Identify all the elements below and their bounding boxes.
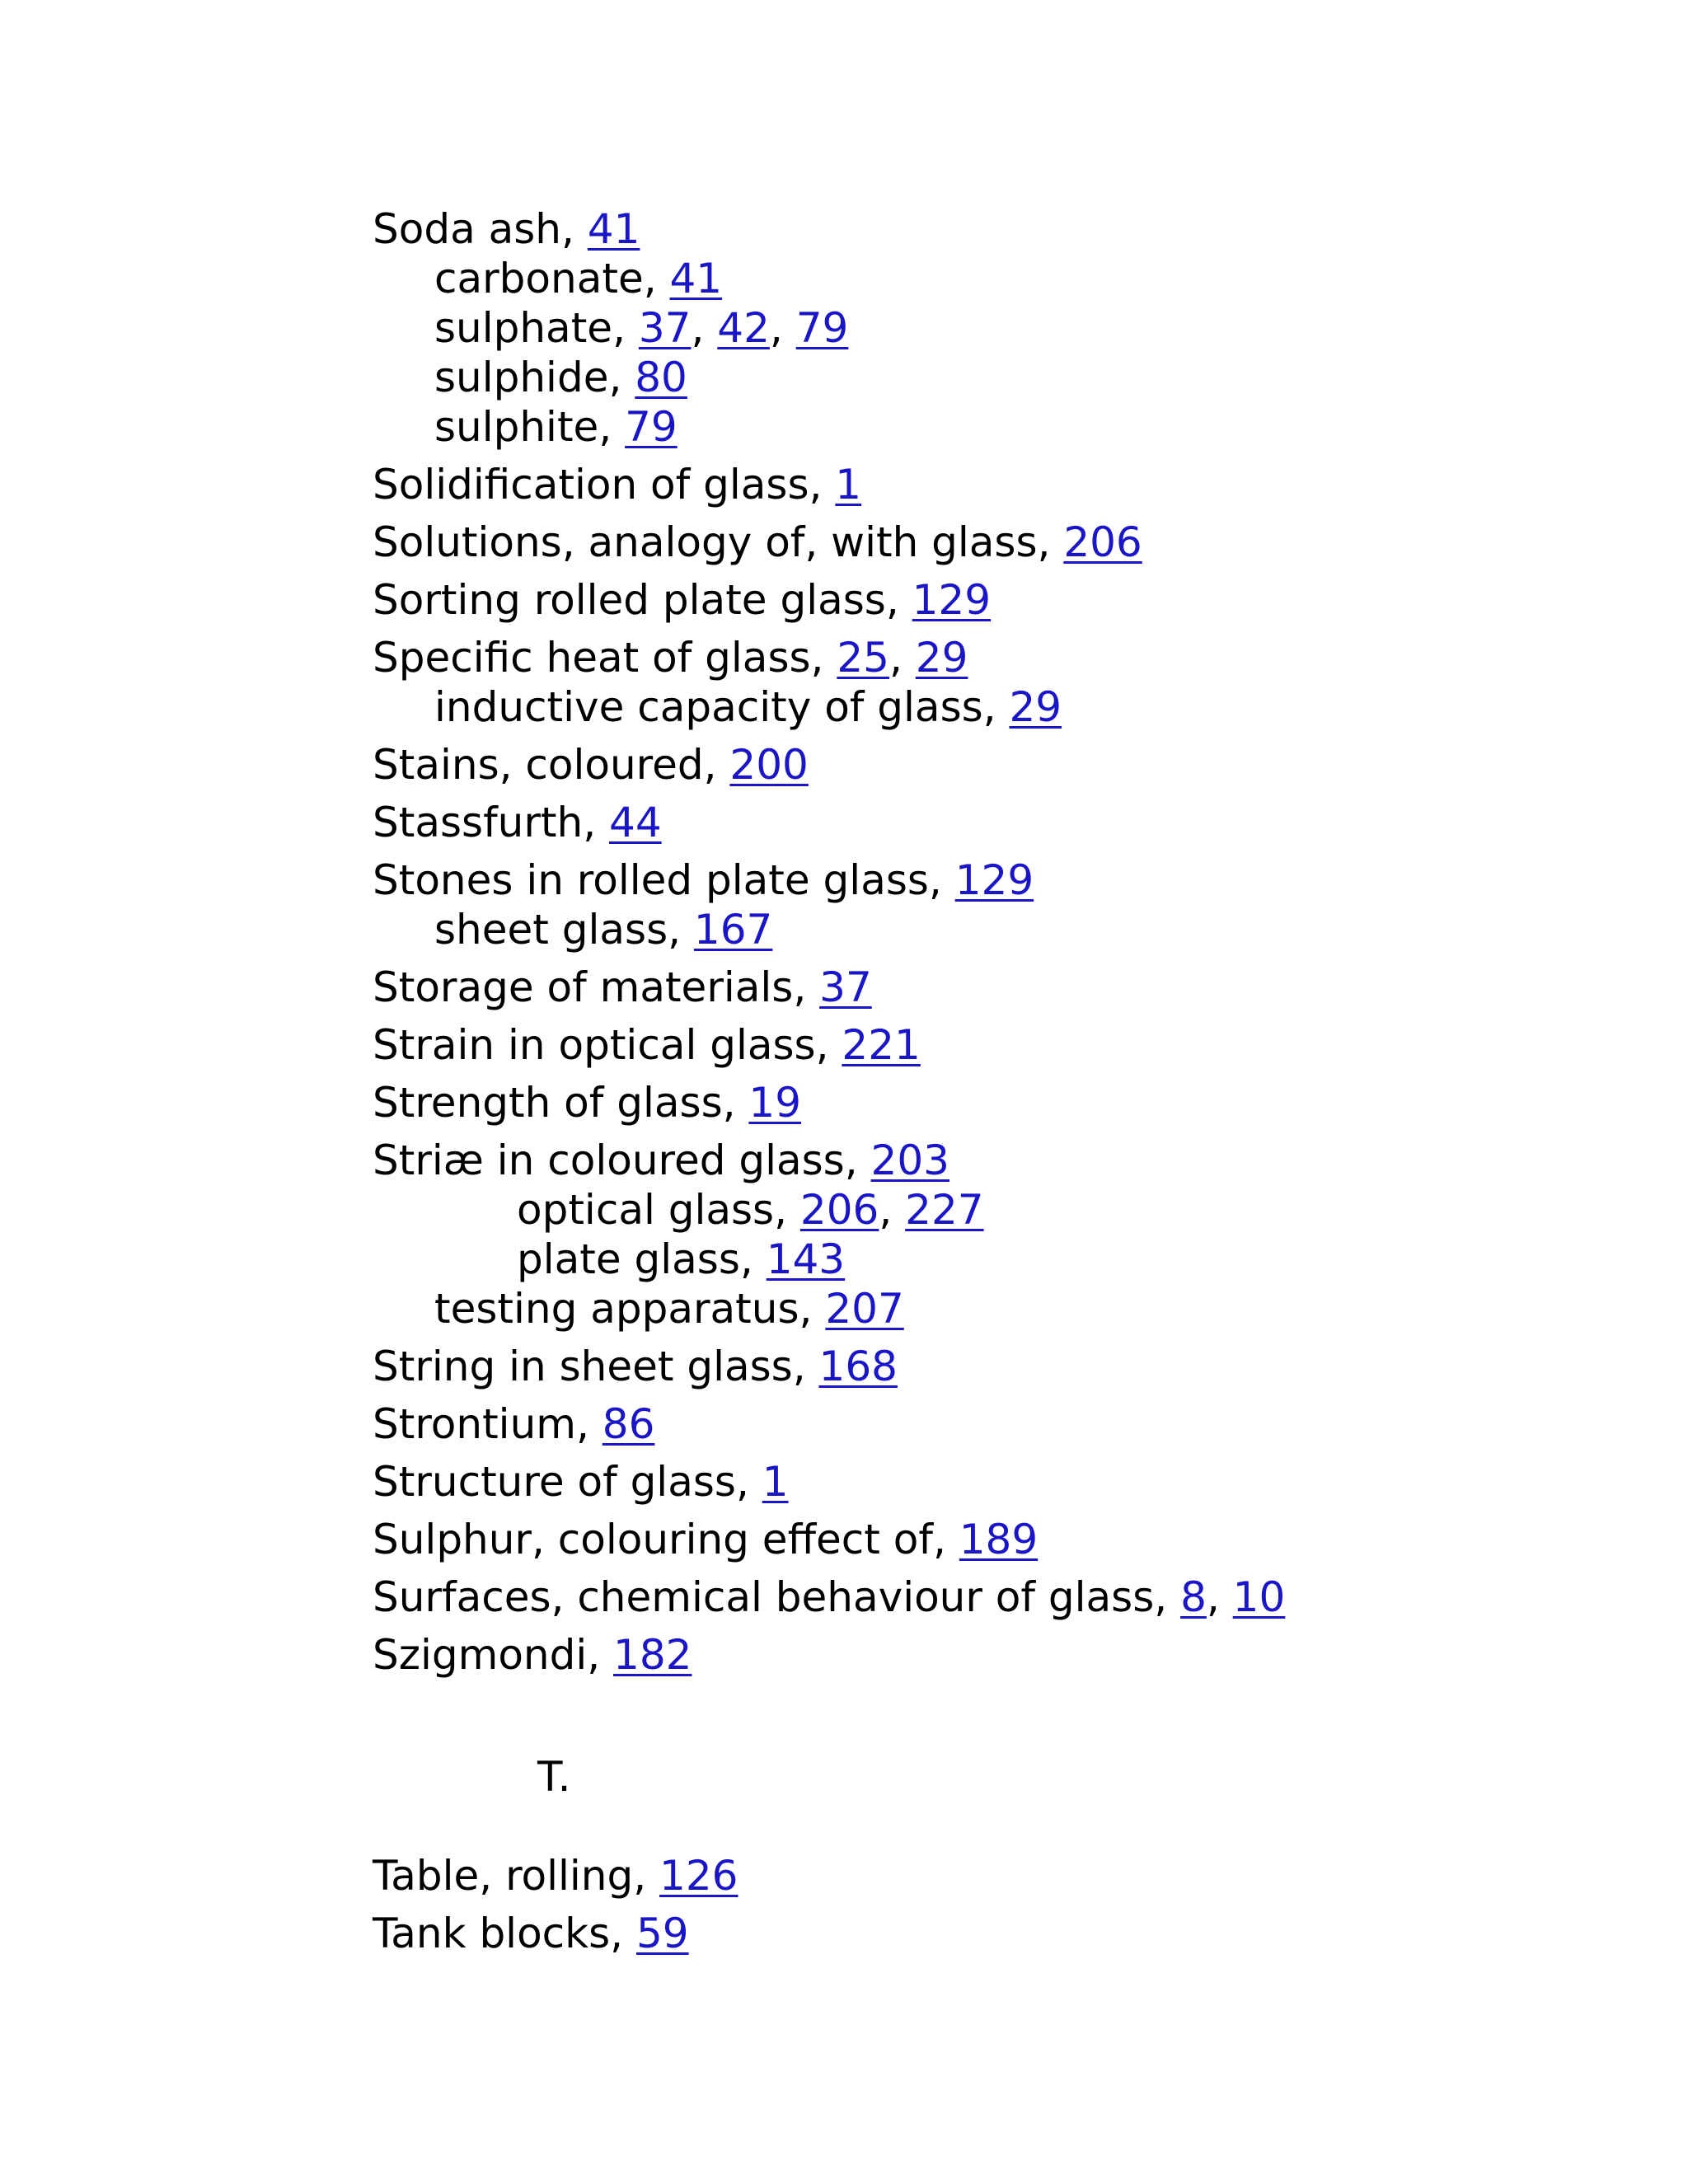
index-term: Stains, coloured, [373,741,730,789]
page-ref-link[interactable]: 59 [635,1910,689,1957]
index-term: Strain in optical glass, [373,1021,842,1069]
index-term: Strontium, [373,1400,603,1448]
index-term: testing apparatus, [434,1285,826,1333]
index-term: sulphide, [434,354,635,401]
page-ref-link[interactable]: 143 [766,1235,846,1283]
ref-separator: , [879,1186,906,1234]
page-ref-link[interactable]: 37 [819,963,872,1011]
page-ref-link[interactable]: 29 [915,634,968,682]
index-term: Soda ash, [373,205,588,253]
index-entry-carbonate [373,254,1609,303]
page-ref-link[interactable]: 182 [613,1631,692,1679]
index-entry-plate-glass [373,1235,1609,1284]
page-ref-link[interactable]: 207 [825,1285,904,1333]
page-ref-link[interactable]: 227 [905,1186,984,1234]
ref-separator: , [1206,1573,1233,1621]
page-ref-link[interactable]: 206 [799,1186,879,1234]
page-ref-link[interactable]: 203 [870,1137,950,1184]
index-term: inductive capacity of glass, [434,683,1010,731]
index-entry-surfaces-chemical-behaviour-of-glass [373,1572,1609,1622]
page-ref-link[interactable]: 221 [842,1021,921,1069]
page-ref-link[interactable]: 79 [795,304,849,352]
page-ref-link[interactable]: 10 [1232,1573,1286,1621]
page-ref-link[interactable]: 206 [1063,518,1142,566]
index-term: Stassfurth, [373,799,610,846]
page-ref-link[interactable]: 1 [762,1458,789,1506]
index-term: Structure of glass, [373,1458,762,1506]
index-entry-sorting-rolled-plate-glass [373,575,1609,625]
index-term: Szigmondi, [373,1631,614,1679]
index-term: sulphate, [434,304,639,352]
index-group-s [373,204,1609,1680]
ref-separator: , [769,304,796,352]
page-ref-link[interactable]: 1 [835,461,862,509]
index-entry-stones-in-rolled-plate-glass [373,855,1609,905]
index-term: carbonate, [434,255,670,302]
index-entry-specific-heat-of-glass [373,633,1609,682]
index-term: Solidification of glass, [373,461,836,509]
page-ref-link[interactable]: 41 [587,205,640,253]
index-term: Strength of glass, [373,1079,749,1127]
index-entry-solidification-of-glass [373,460,1609,509]
index-entry-sulphate [373,303,1609,353]
index-entry-strontium [373,1399,1609,1449]
index-entry-sulphite [373,402,1609,452]
index-entry-storage-of-materials [373,963,1609,1012]
page-ref-link[interactable]: 200 [729,741,809,789]
index-entry-stains-coloured [373,740,1609,790]
index-entry-table-rolling [373,1851,1609,1900]
section-letter: T. [537,1753,571,1801]
index-entry-inductive-capacity-of-glass [373,682,1609,732]
page-ref-link[interactable]: 29 [1009,683,1062,731]
index-entry-structure-of-glass [373,1457,1609,1507]
index-entry-sulphur-colouring-effect-of [373,1515,1609,1564]
page-ref-link[interactable]: 25 [837,634,889,682]
index-term: Specific heat of glass, [373,634,837,682]
page-ref-link[interactable]: 79 [625,403,678,451]
page-ref-link[interactable]: 126 [659,1852,738,1900]
index-entry-strain-in-optical-glass [373,1020,1609,1070]
index-term: Tank blocks, [373,1910,636,1957]
index-term: plate glass, [517,1235,767,1283]
ref-separator: , [889,634,916,682]
page-ref-link[interactable]: 189 [959,1516,1039,1563]
index-term: Stones in rolled plate glass, [373,856,955,904]
page-ref-link[interactable]: 8 [1180,1573,1207,1621]
index-entry-string-in-sheet-glass [373,1342,1609,1391]
page-ref-link[interactable]: 167 [693,906,773,954]
index-entry-stassfurth [373,798,1609,847]
index-entry-strength-of-glass [373,1078,1609,1127]
index-term: Sulphur, colouring effect of, [373,1516,959,1563]
index-term: Storage of materials, [373,963,820,1011]
index-entry-tank-blocks [373,1909,1609,1958]
index-entry-stri-in-coloured-glass [373,1136,1609,1185]
ref-separator: , [691,304,718,352]
page-ref-link[interactable]: 86 [602,1400,655,1448]
index-entry-sulphide [373,353,1609,402]
index-entry-solutions-analogy-of-with-glass [373,518,1609,567]
index-term: sulphite, [434,403,626,451]
page-ref-link[interactable]: 80 [635,354,687,401]
index-entry-optical-glass [373,1185,1609,1235]
index-term: Solutions, analogy of, with glass, [373,518,1064,566]
index-entry-soda-ash [373,204,1609,254]
index-entry-testing-apparatus [373,1284,1609,1333]
page-ref-link[interactable]: 19 [748,1079,802,1127]
page-ref-link[interactable]: 42 [717,304,770,352]
page-ref-link[interactable]: 129 [954,856,1034,904]
page-ref-link[interactable]: 41 [669,255,723,302]
index-term: Sorting rolled plate glass, [373,576,912,624]
index-term: Table, rolling, [373,1852,660,1900]
index-entry-sheet-glass [373,905,1609,954]
page-ref-link[interactable]: 37 [638,304,692,352]
index-entry-szigmondi [373,1630,1609,1680]
page-ref-link[interactable]: 44 [609,799,662,846]
index-group-t [373,1851,1609,1958]
index-term: String in sheet glass, [373,1343,819,1390]
index-term: optical glass, [517,1186,800,1234]
index-term: Striæ in coloured glass, [373,1137,871,1184]
page-ref-link[interactable]: 168 [818,1343,898,1390]
index-term: Surfaces, chemical behaviour of glass, [373,1573,1181,1621]
index-list [373,204,1609,1958]
page-ref-link[interactable]: 129 [912,576,992,624]
index-term: sheet glass, [434,906,694,954]
